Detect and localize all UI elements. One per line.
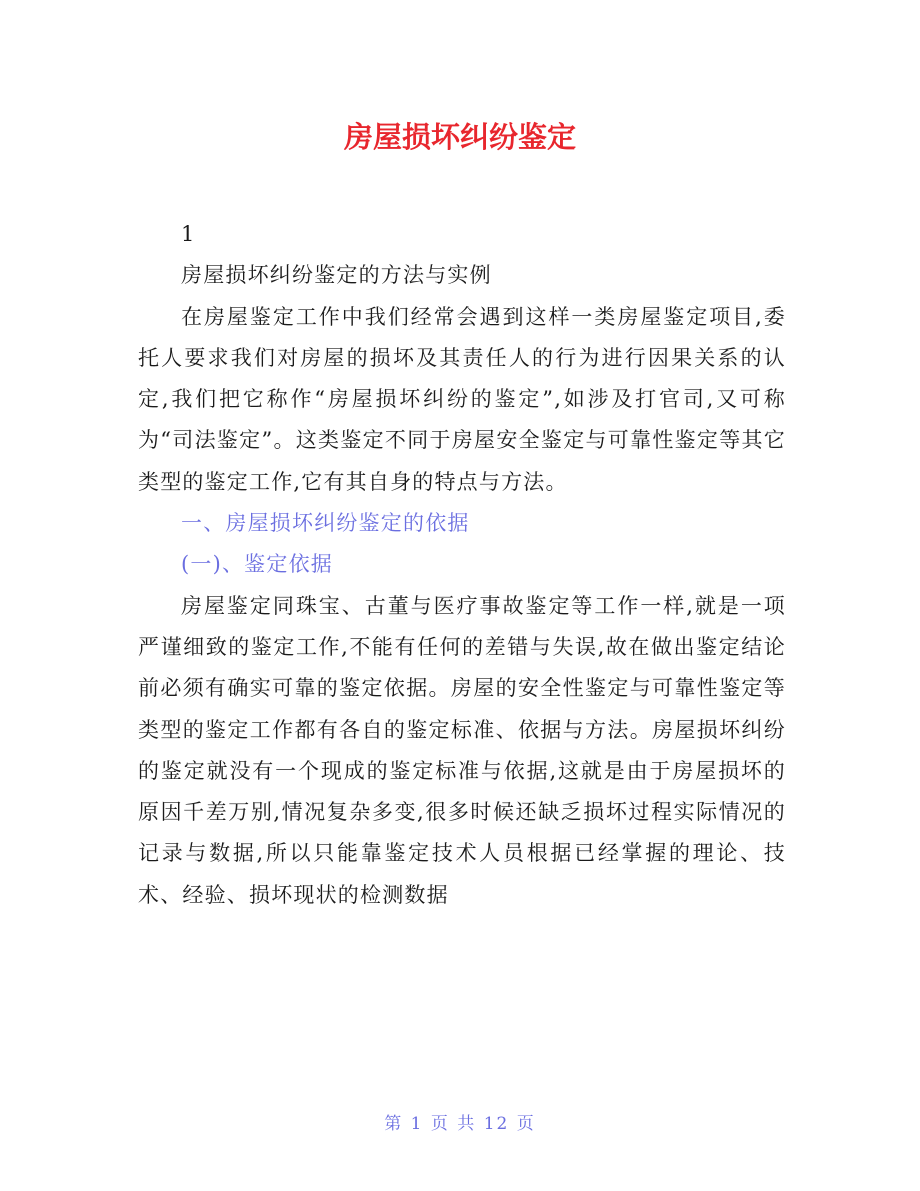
section-heading: 一、房屋损坏纠纷鉴定的依据: [181, 511, 470, 536]
footer-total-pages: 12: [483, 1114, 510, 1134]
document-body: [138, 214, 786, 916]
section-number: 1: [181, 222, 196, 246]
basis-paragraph: 房屋鉴定同珠宝、古董与医疗事故鉴定等工作一样,就是一项严谨细致的鉴定工作,不能有任何的差错与失误,故在做出鉴定结论前必须有确实可靠的鉴定依据。房屋的安全性鉴定与可靠性鉴定等类型的鉴定工作都有各自的鉴定标准、依据与方法。房屋损坏纠纷的鉴定就没有一个现成的鉴定标准与依据,这就是由于房屋损坏的原因千差万别,情况复杂多变,很多时候还缺乏损坏过程实际情况的记录与数据,所以只能靠鉴定技术人员根据已经掌握的理论、技术、经验、损坏现状的检测数据: [138, 593, 786, 907]
footer-total-word: 共: [457, 1114, 477, 1134]
intro-paragraph: 在房屋鉴定工作中我们经常会遇到这样一类房屋鉴定项目,委托人要求我们对房屋的损坏及其责任人的行为进行因果关系的认定,我们把它称作“房屋损坏纠纷的鉴定”,如涉及打官司,又可称为“司法鉴定”。这类鉴定不同于房屋安全鉴定与可靠性鉴定等其它类型的鉴定工作,它有其自身的特点与方法。: [138, 304, 786, 494]
document-title: 房屋损坏纠纷鉴定: [343, 120, 576, 154]
footer-page-word: 页: [430, 1114, 450, 1134]
footer-current-page: 1: [410, 1114, 424, 1134]
footer-suffix: 页: [516, 1114, 536, 1134]
page-footer: [0, 1112, 920, 1136]
document-subtitle: 房屋损坏纠纷鉴定的方法与实例: [181, 263, 492, 288]
footer-prefix: 第: [384, 1114, 404, 1134]
subsection-heading: (一)、鉴定依据: [181, 552, 333, 577]
